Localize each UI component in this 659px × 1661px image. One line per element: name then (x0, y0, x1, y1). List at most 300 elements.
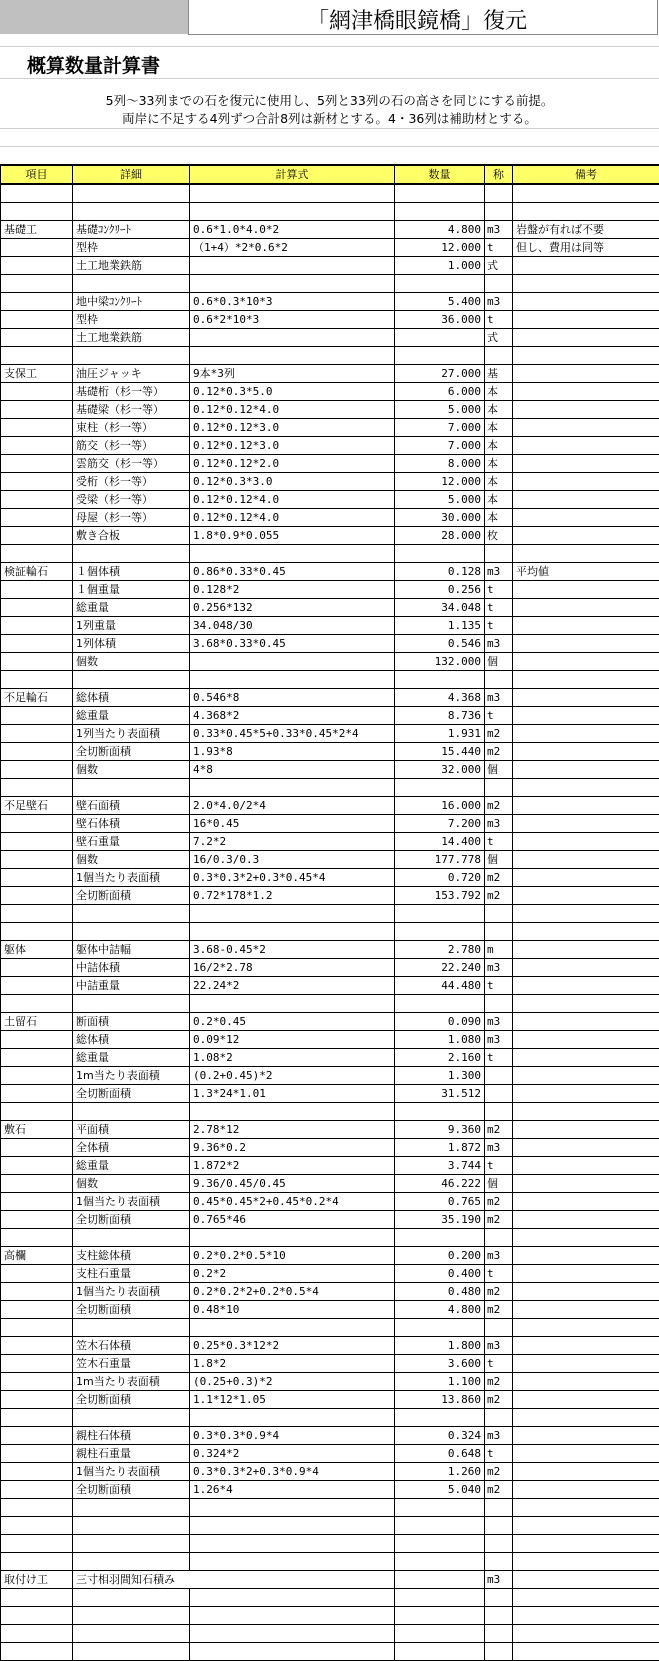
cell-quantity[interactable]: 7.000 (395, 437, 485, 455)
cell-detail[interactable]: 総重量 (73, 1157, 190, 1175)
cell-detail[interactable] (73, 1409, 190, 1427)
cell-formula[interactable]: 0.25*0.3*12*2 (190, 1337, 395, 1355)
cell-unit[interactable] (485, 1067, 513, 1085)
cell-quantity[interactable]: 31.512 (395, 1085, 485, 1103)
cell-remarks[interactable] (513, 1013, 659, 1031)
cell-quantity[interactable]: 7.200 (395, 815, 485, 833)
cell-remarks[interactable] (513, 581, 659, 599)
cell-quantity[interactable]: 8.736 (395, 707, 485, 725)
cell-detail[interactable] (73, 203, 190, 221)
cell-category[interactable] (1, 1175, 73, 1193)
cell-detail[interactable] (73, 545, 190, 563)
cell-remarks[interactable] (513, 1337, 659, 1355)
cell-remarks[interactable] (513, 455, 659, 473)
cell-detail[interactable]: 全体積 (73, 1139, 190, 1157)
cell-formula[interactable]: 0.3*0.3*2+0.3*0.45*4 (190, 869, 395, 887)
cell-category[interactable] (1, 509, 73, 527)
cell-remarks[interactable] (513, 1283, 659, 1301)
cell-formula[interactable]: 0.12*0.12*3.0 (190, 437, 395, 455)
cell-unit[interactable] (485, 203, 513, 221)
cell-quantity[interactable] (395, 347, 485, 365)
cell-formula[interactable]: 3.68-0.45*2 (190, 941, 395, 959)
cell-detail[interactable] (73, 1643, 190, 1661)
cell-formula[interactable] (190, 1535, 395, 1553)
cell-unit[interactable]: 枚 (485, 527, 513, 545)
cell-formula[interactable]: 3.68*0.33*0.45 (190, 635, 395, 653)
cell-quantity[interactable]: 34.048 (395, 599, 485, 617)
cell-quantity[interactable]: 0.720 (395, 869, 485, 887)
cell-remarks[interactable] (513, 275, 659, 293)
cell-remarks[interactable] (513, 1445, 659, 1463)
cell-detail[interactable]: 筋交（杉一等） (73, 437, 190, 455)
cell-remarks[interactable] (513, 635, 659, 653)
cell-detail[interactable]: 躯体中詰幅 (73, 941, 190, 959)
cell-detail-merged[interactable]: 三寸相羽間知石積み (73, 1571, 395, 1589)
cell-remarks[interactable] (513, 1157, 659, 1175)
cell-remarks[interactable] (513, 869, 659, 887)
cell-detail[interactable]: 平面積 (73, 1121, 190, 1139)
cell-formula[interactable]: 1.08*2 (190, 1049, 395, 1067)
cell-quantity[interactable] (395, 545, 485, 563)
cell-formula[interactable]: 4.368*2 (190, 707, 395, 725)
cell-category[interactable] (1, 707, 73, 725)
cell-unit[interactable]: 個 (485, 1175, 513, 1193)
cell-detail[interactable]: 土工地業鉄筋 (73, 329, 190, 347)
cell-formula[interactable]: 0.09*12 (190, 1031, 395, 1049)
cell-unit[interactable] (485, 1319, 513, 1337)
cell-unit[interactable]: m3 (485, 293, 513, 311)
cell-category[interactable] (1, 473, 73, 491)
cell-category[interactable] (1, 1535, 73, 1553)
cell-category[interactable] (1, 851, 73, 869)
cell-formula[interactable]: 1.8*0.9*0.055 (190, 527, 395, 545)
cell-detail[interactable] (73, 1589, 190, 1607)
cell-remarks[interactable] (513, 887, 659, 905)
cell-formula[interactable]: 0.12*0.12*4.0 (190, 491, 395, 509)
cell-quantity[interactable]: 32.000 (395, 761, 485, 779)
cell-unit[interactable] (485, 1517, 513, 1535)
cell-unit[interactable]: m3 (485, 1031, 513, 1049)
cell-unit[interactable]: m3 (485, 1013, 513, 1031)
cell-formula[interactable]: 7.2*2 (190, 833, 395, 851)
cell-quantity[interactable]: 15.440 (395, 743, 485, 761)
cell-formula[interactable]: (0.2+0.45)*2 (190, 1067, 395, 1085)
cell-detail[interactable]: 個数 (73, 653, 190, 671)
cell-quantity[interactable]: 5.000 (395, 491, 485, 509)
cell-remarks[interactable] (513, 1535, 659, 1553)
cell-detail[interactable] (73, 1229, 190, 1247)
cell-formula[interactable] (190, 1625, 395, 1643)
cell-category[interactable] (1, 545, 73, 563)
cell-quantity[interactable] (395, 671, 485, 689)
cell-category[interactable] (1, 1229, 73, 1247)
cell-remarks[interactable] (513, 1571, 659, 1589)
cell-detail[interactable] (73, 1499, 190, 1517)
cell-category[interactable] (1, 239, 73, 257)
cell-unit[interactable]: t (485, 1355, 513, 1373)
cell-unit[interactable]: 本 (485, 455, 513, 473)
cell-detail[interactable]: 基礎桁（杉一等） (73, 383, 190, 401)
cell-formula[interactable]: 0.12*0.12*3.0 (190, 419, 395, 437)
cell-category[interactable] (1, 1157, 73, 1175)
cell-category[interactable]: 躯体 (1, 941, 73, 959)
cell-remarks[interactable] (513, 1319, 659, 1337)
cell-category[interactable] (1, 1301, 73, 1319)
cell-category[interactable] (1, 887, 73, 905)
cell-quantity[interactable]: 1.931 (395, 725, 485, 743)
cell-unit[interactable]: m3 (485, 221, 513, 239)
cell-category[interactable] (1, 401, 73, 419)
header-cell-detail[interactable]: 詳細 (73, 165, 190, 184)
cell-detail[interactable]: 基礎梁（杉一等） (73, 401, 190, 419)
cell-formula[interactable]: 2.0*4.0/2*4 (190, 797, 395, 815)
cell-remarks[interactable] (513, 1499, 659, 1517)
cell-detail[interactable] (73, 184, 190, 203)
cell-remarks[interactable]: 平均値 (513, 563, 659, 581)
cell-remarks[interactable] (513, 1553, 659, 1571)
cell-category[interactable] (1, 257, 73, 275)
cell-remarks[interactable] (513, 1643, 659, 1661)
cell-unit[interactable]: m2 (485, 1121, 513, 1139)
cell-detail[interactable]: 中詰体積 (73, 959, 190, 977)
cell-quantity[interactable] (395, 1409, 485, 1427)
cell-remarks[interactable] (513, 1481, 659, 1499)
cell-category[interactable] (1, 383, 73, 401)
cell-formula[interactable]: 0.86*0.33*0.45 (190, 563, 395, 581)
cell-quantity[interactable] (395, 1607, 485, 1625)
cell-unit[interactable]: m2 (485, 1283, 513, 1301)
cell-quantity[interactable]: 9.360 (395, 1121, 485, 1139)
cell-unit[interactable]: m2 (485, 743, 513, 761)
cell-quantity[interactable]: 1.080 (395, 1031, 485, 1049)
cell-unit[interactable]: m2 (485, 1391, 513, 1409)
cell-quantity[interactable]: 5.040 (395, 1481, 485, 1499)
cell-detail[interactable]: 1列重量 (73, 617, 190, 635)
cell-category[interactable] (1, 275, 73, 293)
cell-unit[interactable] (485, 995, 513, 1013)
cell-unit[interactable]: 基 (485, 365, 513, 383)
cell-formula[interactable]: 0.12*0.3*3.0 (190, 473, 395, 491)
cell-quantity[interactable]: 0.324 (395, 1427, 485, 1445)
cell-detail[interactable]: 全切断面積 (73, 887, 190, 905)
cell-remarks[interactable] (513, 1049, 659, 1067)
cell-unit[interactable]: t (485, 1265, 513, 1283)
cell-unit[interactable]: m3 (485, 1571, 513, 1589)
cell-quantity[interactable]: 14.400 (395, 833, 485, 851)
cell-detail[interactable]: 親柱石体積 (73, 1427, 190, 1445)
cell-quantity[interactable]: 4.800 (395, 221, 485, 239)
cell-detail[interactable]: 型枠 (73, 311, 190, 329)
cell-formula[interactable]: 1.26*4 (190, 1481, 395, 1499)
cell-category[interactable] (1, 293, 73, 311)
cell-detail[interactable]: 断面積 (73, 1013, 190, 1031)
cell-formula[interactable]: 9本*3列 (190, 365, 395, 383)
cell-remarks[interactable] (513, 491, 659, 509)
cell-unit[interactable]: t (485, 1445, 513, 1463)
cell-remarks[interactable] (513, 599, 659, 617)
cell-quantity[interactable]: 1.300 (395, 1067, 485, 1085)
cell-remarks[interactable] (513, 743, 659, 761)
cell-formula[interactable] (190, 1517, 395, 1535)
cell-detail[interactable]: 母屋（杉一等） (73, 509, 190, 527)
cell-quantity[interactable]: 0.090 (395, 1013, 485, 1031)
cell-unit[interactable]: 本 (485, 473, 513, 491)
cell-unit[interactable]: t (485, 977, 513, 995)
cell-unit[interactable]: m3 (485, 1139, 513, 1157)
cell-remarks[interactable] (513, 1211, 659, 1229)
cell-remarks[interactable] (513, 1121, 659, 1139)
cell-remarks[interactable] (513, 941, 659, 959)
cell-formula[interactable]: （1+4）*2*0.6*2 (190, 239, 395, 257)
cell-formula[interactable] (190, 1103, 395, 1121)
cell-detail[interactable] (73, 275, 190, 293)
cell-unit[interactable]: 個 (485, 653, 513, 671)
cell-formula[interactable] (190, 1499, 395, 1517)
cell-remarks[interactable] (513, 1409, 659, 1427)
cell-unit[interactable]: m2 (485, 725, 513, 743)
cell-category[interactable]: 土留石 (1, 1013, 73, 1031)
cell-unit[interactable]: t (485, 311, 513, 329)
cell-detail[interactable]: 笠木石体積 (73, 1337, 190, 1355)
cell-quantity[interactable]: 0.256 (395, 581, 485, 599)
cell-detail[interactable] (73, 1553, 190, 1571)
cell-category[interactable] (1, 1607, 73, 1625)
cell-category[interactable] (1, 1265, 73, 1283)
cell-detail[interactable]: 基礎ｺﾝｸﾘｰﾄ (73, 221, 190, 239)
cell-remarks[interactable] (513, 1103, 659, 1121)
cell-formula[interactable]: 16/2*2.78 (190, 959, 395, 977)
cell-remarks[interactable] (513, 725, 659, 743)
cell-quantity[interactable] (395, 1571, 485, 1589)
cell-remarks[interactable]: 岩盤が有れば不要 (513, 221, 659, 239)
cell-category[interactable] (1, 671, 73, 689)
cell-formula[interactable]: 0.128*2 (190, 581, 395, 599)
cell-formula[interactable]: 2.78*12 (190, 1121, 395, 1139)
cell-formula[interactable]: 0.2*0.45 (190, 1013, 395, 1031)
cell-unit[interactable] (485, 1085, 513, 1103)
header-cell-unit[interactable]: 称 (485, 165, 513, 184)
cell-quantity[interactable]: 27.000 (395, 365, 485, 383)
cell-quantity[interactable]: 0.480 (395, 1283, 485, 1301)
cell-unit[interactable] (485, 1103, 513, 1121)
cell-quantity[interactable] (395, 1229, 485, 1247)
cell-formula[interactable]: 0.256*132 (190, 599, 395, 617)
cell-formula[interactable] (190, 257, 395, 275)
cell-detail[interactable]: 束柱（杉一等） (73, 419, 190, 437)
cell-remarks[interactable] (513, 1373, 659, 1391)
cell-unit[interactable] (485, 1409, 513, 1427)
header-cell-formula[interactable]: 計算式 (190, 165, 395, 184)
cell-detail[interactable]: 全切断面積 (73, 1211, 190, 1229)
cell-formula[interactable] (190, 653, 395, 671)
cell-unit[interactable]: m (485, 941, 513, 959)
cell-formula[interactable] (190, 329, 395, 347)
title-left-cell[interactable] (0, 0, 189, 34)
cell-remarks[interactable] (513, 1427, 659, 1445)
cell-category[interactable]: 支保工 (1, 365, 73, 383)
cell-quantity[interactable] (395, 923, 485, 941)
cell-quantity[interactable] (395, 1517, 485, 1535)
cell-formula[interactable]: 22.24*2 (190, 977, 395, 995)
cell-detail[interactable]: 総体積 (73, 689, 190, 707)
cell-quantity[interactable]: 36.000 (395, 311, 485, 329)
cell-detail[interactable]: 地中梁ｺﾝｸﾘｰﾄ (73, 293, 190, 311)
cell-category[interactable] (1, 1445, 73, 1463)
cell-formula[interactable]: 0.6*0.3*10*3 (190, 293, 395, 311)
cell-quantity[interactable]: 2.780 (395, 941, 485, 959)
cell-remarks[interactable] (513, 671, 659, 689)
cell-category[interactable] (1, 184, 73, 203)
cell-detail[interactable]: 壁石重量 (73, 833, 190, 851)
cell-remarks[interactable] (513, 184, 659, 203)
cell-detail[interactable]: １個体積 (73, 563, 190, 581)
cell-category[interactable] (1, 1391, 73, 1409)
cell-remarks[interactable] (513, 707, 659, 725)
cell-detail[interactable]: 土工地業鉄筋 (73, 257, 190, 275)
title-cell[interactable] (188, 0, 658, 35)
cell-unit[interactable] (485, 671, 513, 689)
cell-formula[interactable]: 0.546*8 (190, 689, 395, 707)
cell-quantity[interactable]: 0.765 (395, 1193, 485, 1211)
cell-formula[interactable]: 0.3*0.3*2+0.3*0.9*4 (190, 1463, 395, 1481)
cell-remarks[interactable]: 但し、費用は同等 (513, 239, 659, 257)
cell-unit[interactable] (485, 923, 513, 941)
cell-category[interactable] (1, 1481, 73, 1499)
cell-unit[interactable]: 個 (485, 851, 513, 869)
cell-category[interactable] (1, 779, 73, 797)
cell-detail[interactable] (73, 923, 190, 941)
cell-detail[interactable]: 1個当たり表面積 (73, 1463, 190, 1481)
cell-quantity[interactable] (395, 1103, 485, 1121)
cell-formula[interactable]: 0.324*2 (190, 1445, 395, 1463)
cell-formula[interactable] (190, 1409, 395, 1427)
cell-remarks[interactable] (513, 779, 659, 797)
cell-formula[interactable] (190, 203, 395, 221)
cell-remarks[interactable] (513, 1301, 659, 1319)
cell-category[interactable] (1, 977, 73, 995)
cell-formula[interactable] (190, 1607, 395, 1625)
cell-category[interactable] (1, 1355, 73, 1373)
cell-formula[interactable] (190, 923, 395, 941)
cell-formula[interactable] (190, 545, 395, 563)
cell-detail[interactable] (73, 779, 190, 797)
cell-remarks[interactable] (513, 851, 659, 869)
cell-detail[interactable]: 全切断面積 (73, 1391, 190, 1409)
cell-remarks[interactable] (513, 365, 659, 383)
cell-remarks[interactable] (513, 1391, 659, 1409)
cell-category[interactable] (1, 959, 73, 977)
cell-unit[interactable]: t (485, 707, 513, 725)
cell-formula[interactable]: 0.12*0.3*5.0 (190, 383, 395, 401)
cell-category[interactable] (1, 491, 73, 509)
cell-category[interactable]: 基礎工 (1, 221, 73, 239)
header-cell-remarks[interactable]: 備考 (513, 165, 659, 184)
cell-remarks[interactable] (513, 1031, 659, 1049)
cell-category[interactable] (1, 1553, 73, 1571)
cell-category[interactable] (1, 527, 73, 545)
cell-formula[interactable]: 0.48*10 (190, 1301, 395, 1319)
cell-quantity[interactable]: 7.000 (395, 419, 485, 437)
cell-formula[interactable]: 16/0.3/0.3 (190, 851, 395, 869)
cell-formula[interactable] (190, 1643, 395, 1661)
cell-unit[interactable]: t (485, 1157, 513, 1175)
cell-quantity[interactable] (395, 275, 485, 293)
cell-category[interactable] (1, 1373, 73, 1391)
cell-detail[interactable]: 受桁（杉一等） (73, 473, 190, 491)
cell-unit[interactable]: m3 (485, 689, 513, 707)
cell-formula[interactable]: 0.45*0.45*2+0.45*0.2*4 (190, 1193, 395, 1211)
cell-unit[interactable]: t (485, 1049, 513, 1067)
cell-remarks[interactable] (513, 1067, 659, 1085)
cell-category[interactable] (1, 1427, 73, 1445)
cell-formula[interactable]: 9.36/0.45/0.45 (190, 1175, 395, 1193)
cell-unit[interactable]: t (485, 617, 513, 635)
cell-quantity[interactable]: 0.200 (395, 1247, 485, 1265)
cell-formula[interactable]: 0.6*1.0*4.0*2 (190, 221, 395, 239)
cell-detail[interactable]: １個重量 (73, 581, 190, 599)
cell-detail[interactable]: 中詰重量 (73, 977, 190, 995)
cell-unit[interactable] (485, 1229, 513, 1247)
cell-detail[interactable]: 個数 (73, 851, 190, 869)
cell-category[interactable] (1, 923, 73, 941)
cell-remarks[interactable] (513, 1085, 659, 1103)
cell-detail[interactable]: 油圧ジャッキ (73, 365, 190, 383)
cell-unit[interactable]: 本 (485, 509, 513, 527)
cell-quantity[interactable]: 44.480 (395, 977, 485, 995)
cell-quantity[interactable] (395, 1625, 485, 1643)
cell-unit[interactable]: t (485, 581, 513, 599)
cell-category[interactable] (1, 1283, 73, 1301)
cell-unit[interactable]: m3 (485, 959, 513, 977)
cell-detail[interactable]: 支柱総体積 (73, 1247, 190, 1265)
cell-remarks[interactable] (513, 1463, 659, 1481)
cell-detail[interactable]: 型枠 (73, 239, 190, 257)
cell-detail[interactable]: 受梁（杉一等） (73, 491, 190, 509)
cell-category[interactable] (1, 1589, 73, 1607)
cell-quantity[interactable]: 1.100 (395, 1373, 485, 1391)
cell-formula[interactable]: 0.12*0.12*4.0 (190, 401, 395, 419)
cell-category[interactable] (1, 743, 73, 761)
cell-quantity[interactable]: 3.600 (395, 1355, 485, 1373)
cell-category[interactable] (1, 203, 73, 221)
cell-formula[interactable] (190, 995, 395, 1013)
cell-unit[interactable]: t (485, 239, 513, 257)
cell-category[interactable] (1, 419, 73, 437)
cell-remarks[interactable] (513, 689, 659, 707)
cell-category[interactable] (1, 1337, 73, 1355)
cell-category[interactable] (1, 1103, 73, 1121)
cell-unit[interactable]: m2 (485, 1193, 513, 1211)
cell-quantity[interactable]: 1.260 (395, 1463, 485, 1481)
cell-detail[interactable] (73, 1535, 190, 1553)
cell-detail[interactable]: 全切断面積 (73, 1301, 190, 1319)
cell-unit[interactable]: m2 (485, 797, 513, 815)
cell-detail[interactable]: 敷き合板 (73, 527, 190, 545)
cell-category[interactable] (1, 635, 73, 653)
cell-remarks[interactable] (513, 1355, 659, 1373)
cell-formula[interactable] (190, 1229, 395, 1247)
cell-quantity[interactable]: 1.800 (395, 1337, 485, 1355)
cell-quantity[interactable]: 132.000 (395, 653, 485, 671)
cell-formula[interactable]: 0.33*0.45*5+0.33*0.45*2*4 (190, 725, 395, 743)
cell-quantity[interactable]: 4.368 (395, 689, 485, 707)
cell-remarks[interactable] (513, 1589, 659, 1607)
cell-unit[interactable]: m2 (485, 1373, 513, 1391)
cell-formula[interactable] (190, 671, 395, 689)
cell-formula[interactable]: 0.2*2 (190, 1265, 395, 1283)
cell-unit[interactable]: m2 (485, 1481, 513, 1499)
cell-remarks[interactable] (513, 815, 659, 833)
